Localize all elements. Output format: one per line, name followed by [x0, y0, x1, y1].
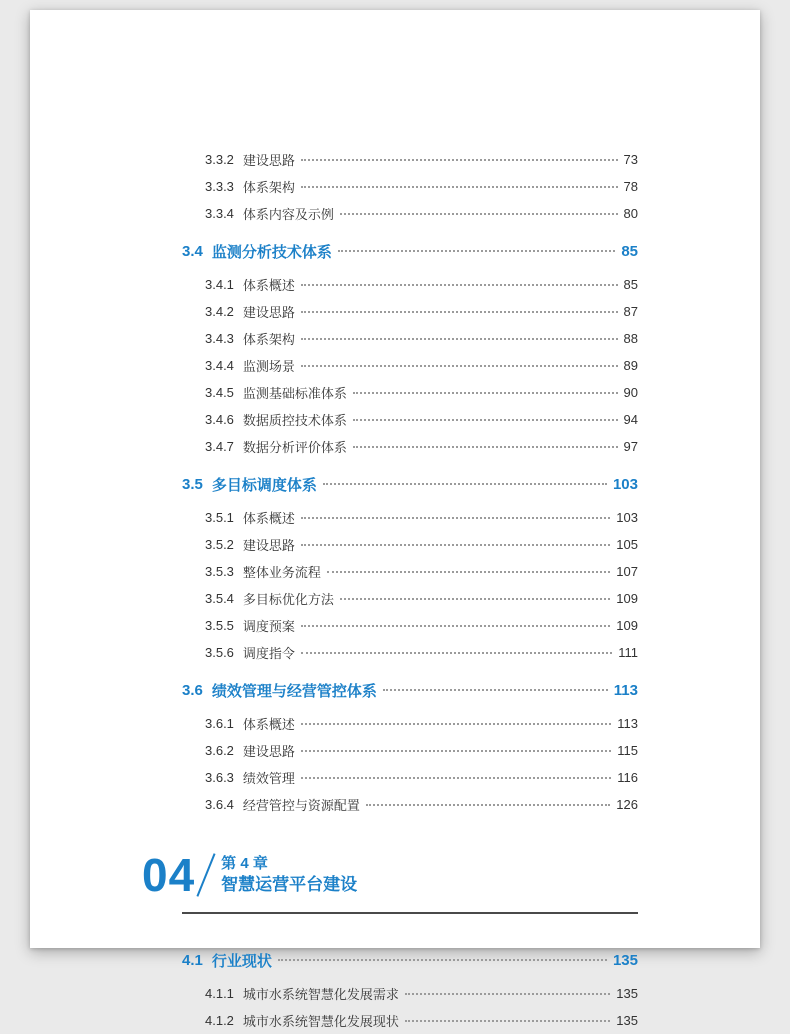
toc-entry-number: 3.4.5 [205, 385, 234, 400]
book-page [30, 10, 760, 1029]
toc-entry-title: 体系架构 [242, 332, 295, 347]
toc-entry-page-number: 109 [616, 591, 638, 606]
toc-item-entry [182, 710, 638, 737]
toc-entry-number: 3.5.2 [205, 537, 234, 552]
toc-entry-title: 数据质控技术体系 [242, 413, 347, 428]
toc-entry-number: 3.4.6 [205, 412, 234, 427]
toc-entry-page-number: 88 [623, 331, 638, 346]
toc-entry-title: 体系概述 [242, 278, 295, 293]
toc-item-entry [182, 379, 638, 406]
toc-entry-page-number: 80 [623, 206, 638, 221]
chapter-divider-line [182, 912, 638, 914]
toc-item-entry [182, 271, 638, 298]
toc-item-entry [182, 504, 638, 531]
toc-entry-title: 经营管控与资源配置 [242, 798, 360, 813]
toc-section-entry [182, 944, 638, 976]
toc-entry-page-number: 89 [623, 358, 638, 373]
toc-entry-number: 3.5.1 [205, 510, 234, 525]
toc-entry-page-number: 94 [623, 412, 638, 427]
toc-entry-title: 建设思路 [242, 305, 295, 320]
toc-item-entry [182, 791, 638, 818]
toc-entry-number: 4.1.1 [205, 986, 234, 1001]
toc-entry-number: 4.1 [182, 951, 203, 969]
toc-entry-title: 多目标调度体系 [211, 476, 317, 494]
toc-entry-page-number: 78 [623, 179, 638, 194]
toc-entry-number: 3.3.2 [205, 152, 234, 167]
toc-item-entry [182, 433, 638, 460]
chapter-number: 04 [142, 849, 196, 901]
toc-dot-leader [301, 625, 610, 627]
toc-entry-number: 3.5.3 [205, 564, 234, 579]
toc-dot-leader [301, 652, 612, 654]
toc-dot-leader [340, 213, 618, 215]
toc-entry-title: 数据分析评价体系 [242, 440, 347, 455]
toc-entry-number: 3.4.2 [205, 304, 234, 319]
toc-item-entry [182, 558, 638, 585]
toc-item-entry [182, 737, 638, 764]
toc-entry-title: 监测基础标准体系 [242, 386, 347, 401]
toc-dot-leader [301, 338, 618, 340]
toc-entry-page-number: 135 [612, 951, 638, 969]
toc-list-chapter4 [182, 944, 638, 1034]
toc-dot-leader [301, 365, 618, 367]
toc-entry-number: 3.4 [182, 242, 203, 260]
toc-section-entry [182, 468, 638, 500]
toc-entry-number: 3.5.4 [205, 591, 234, 606]
toc-entry-number: 3.5 [182, 475, 203, 493]
toc-entry-title: 建设思路 [242, 744, 295, 759]
toc-section-entry [182, 674, 638, 706]
toc-entry-number: 3.3.3 [205, 179, 234, 194]
toc-entry-number: 3.4.7 [205, 439, 234, 454]
toc-dot-leader [301, 311, 618, 313]
toc-entry-page-number: 113 [613, 681, 638, 699]
toc-entry-title: 体系内容及示例 [242, 207, 334, 222]
toc-entry-title: 监测场景 [242, 359, 295, 374]
toc-dot-leader [383, 689, 608, 691]
toc-item-entry [182, 764, 638, 791]
chapter-title: 智慧运营平台建设 [221, 874, 358, 894]
toc-entry-number: 3.5.5 [205, 618, 234, 633]
toc-dot-leader [405, 993, 610, 995]
toc-dot-leader [323, 483, 607, 485]
toc-entry-title: 绩效管理与经营管控体系 [211, 682, 377, 700]
toc-entry-number: 3.6 [182, 681, 203, 699]
toc-entry-page-number: 85 [621, 242, 638, 260]
toc-entry-page-number: 103 [612, 475, 638, 493]
toc-entry-title: 调度预案 [242, 619, 295, 634]
toc-entry-title: 调度指令 [242, 646, 295, 661]
toc-entry-page-number: 113 [617, 716, 638, 731]
toc-item-entry [182, 531, 638, 558]
toc-item-entry [182, 1007, 638, 1034]
toc-entry-number: 3.3.4 [205, 206, 234, 221]
toc-item-entry [182, 146, 638, 173]
toc-entry-title: 城市水系统智慧化发展需求 [242, 987, 399, 1002]
toc-entry-page-number: 97 [623, 439, 638, 454]
toc-entry-title: 城市水系统智慧化发展现状 [242, 1014, 399, 1029]
toc-dot-leader [301, 750, 611, 752]
toc-item-entry [182, 406, 638, 433]
toc-dot-leader [338, 250, 615, 252]
toc-dot-leader [301, 544, 610, 546]
toc-dot-leader [301, 517, 610, 519]
toc-entry-page-number: 87 [623, 304, 638, 319]
toc-dot-leader [301, 186, 618, 188]
toc-entry-number: 3.6.1 [205, 716, 234, 731]
toc-entry-page-number: 107 [616, 564, 638, 579]
toc-dot-leader [301, 159, 618, 161]
toc-item-entry [182, 352, 638, 379]
chapter-slash-divider [197, 853, 216, 896]
toc-entry-title: 绩效管理 [242, 771, 295, 786]
toc-section-entry [182, 235, 638, 267]
toc-item-entry [182, 980, 638, 1007]
toc-content [142, 146, 638, 1034]
toc-entry-number: 3.4.1 [205, 277, 234, 292]
toc-item-entry [182, 173, 638, 200]
toc-item-entry [182, 612, 638, 639]
toc-entry-page-number: 135 [616, 1013, 638, 1028]
toc-entry-number: 3.6.4 [205, 797, 234, 812]
toc-entry-number: 3.4.3 [205, 331, 234, 346]
toc-dot-leader [301, 723, 611, 725]
toc-item-entry [182, 585, 638, 612]
toc-entry-page-number: 103 [616, 510, 638, 525]
toc-entry-title: 体系概述 [242, 717, 295, 732]
toc-entry-page-number: 111 [618, 645, 638, 660]
toc-entry-page-number: 109 [616, 618, 638, 633]
toc-dot-leader [353, 392, 618, 394]
toc-entry-page-number: 85 [623, 277, 638, 292]
toc-dot-leader [340, 598, 610, 600]
chapter-heading [142, 849, 638, 901]
toc-dot-leader [301, 777, 611, 779]
toc-item-entry [182, 639, 638, 666]
toc-entry-title: 体系概述 [242, 511, 295, 526]
toc-entry-page-number: 115 [617, 743, 638, 758]
toc-entry-title: 行业现状 [211, 952, 272, 970]
toc-entry-number: 3.5.6 [205, 645, 234, 660]
toc-entry-page-number: 105 [616, 537, 638, 552]
toc-entry-title: 多目标优化方法 [242, 592, 334, 607]
toc-entry-page-number: 116 [617, 770, 638, 785]
toc-entry-page-number: 126 [616, 797, 638, 812]
toc-entry-number: 3.6.3 [205, 770, 234, 785]
toc-item-entry [182, 325, 638, 352]
toc-dot-leader [353, 419, 618, 421]
toc-entry-title: 体系架构 [242, 180, 295, 195]
toc-dot-leader [405, 1020, 610, 1022]
toc-entry-page-number: 90 [623, 385, 638, 400]
toc-entry-number: 3.6.2 [205, 743, 234, 758]
toc-entry-page-number: 135 [616, 986, 638, 1001]
toc-item-entry [182, 200, 638, 227]
toc-dot-leader [366, 804, 610, 806]
toc-list-chapter3 [182, 146, 638, 818]
chapter-label: 第 4 章 [221, 855, 268, 873]
toc-entry-page-number: 73 [623, 152, 638, 167]
toc-entry-number: 3.4.4 [205, 358, 234, 373]
toc-entry-title: 建设思路 [242, 538, 295, 553]
toc-entry-title: 监测分析技术体系 [211, 243, 332, 261]
toc-dot-leader [278, 959, 607, 961]
toc-item-entry [182, 298, 638, 325]
toc-entry-title: 整体业务流程 [242, 565, 321, 580]
toc-entry-number: 4.1.2 [205, 1013, 234, 1028]
toc-dot-leader [301, 284, 618, 286]
toc-entry-title: 建设思路 [242, 153, 295, 168]
toc-dot-leader [353, 446, 618, 448]
chapter-text-block [221, 854, 357, 896]
toc-dot-leader [327, 571, 610, 573]
